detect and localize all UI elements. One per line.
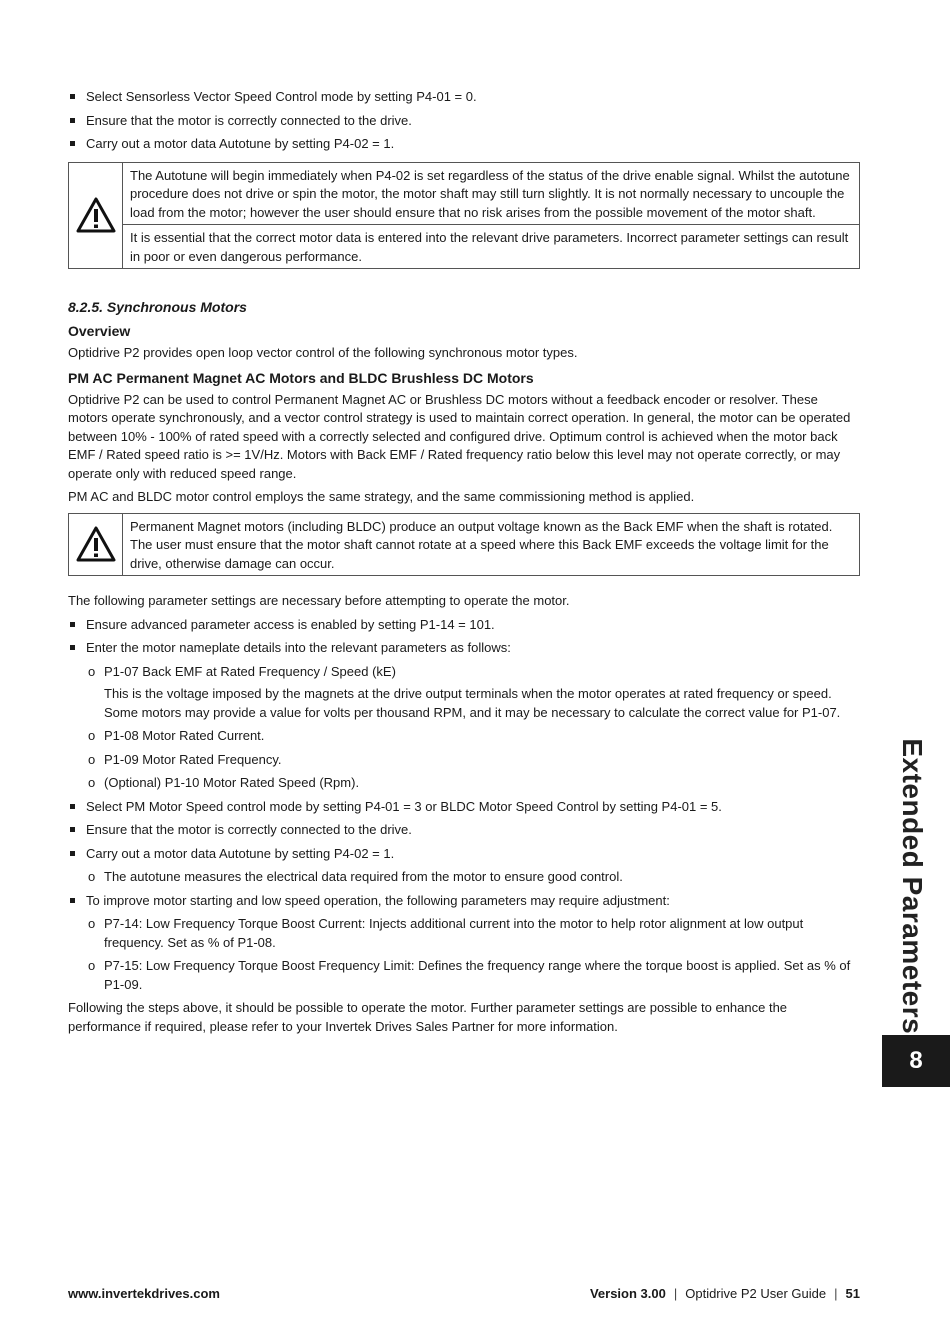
- page-number: 51: [845, 1286, 860, 1301]
- list-item: Carry out a motor data Autotune by setting P4-02 = 1.: [68, 135, 860, 154]
- footer-separator: |: [673, 1286, 678, 1301]
- sub-list-item: o The autotune measures the electrical data required from the motor to ensure good control.: [86, 868, 860, 887]
- page-content: [68, 88, 860, 1041]
- sub-list: [86, 663, 860, 793]
- footer-separator: |: [834, 1286, 838, 1301]
- list-item: Carry out a motor data Autotune by setting P4-02 = 1. o The autotune measures the electrical data required from the motor to ensure good control.: [68, 845, 860, 887]
- footer-guide-title: Optidrive P2 User Guide: [685, 1286, 827, 1301]
- back-emf-warning-box: [68, 513, 860, 577]
- sub-list: [86, 868, 860, 887]
- sub-list-item: o P1-09 Motor Rated Frequency.: [86, 751, 860, 770]
- pm-paragraph: Optidrive P2 can be used to control Permanent Magnet AC or Brushless DC motors without a feedback encoder or resolver. These motors operate synchronously, and a vector control strategy is used to maintain correct operation. In general, the motor can be operated between 10% - 100% of rated speed with a correctly selected and configured drive. Optimum control is achieved when the motor back EMF / Rated speed ratio is >= 1V/Hz. Motors with Back EMF / Rated frequency ratio below this level may not operate correctly, or may operate only with reduced speed range.: [68, 391, 851, 481]
- steps-list: [68, 616, 860, 995]
- warning-triangle-icon: [69, 163, 123, 269]
- list-item: Ensure that the motor is correctly connected to the drive.: [68, 112, 860, 131]
- chapter-side-title: Extended Parameters: [897, 738, 929, 1034]
- warning-text: It is essential that the correct motor data is entered into the relevant drive parameters. Incorrect parameter settings can result in poor or even dangerous performance.: [123, 224, 859, 268]
- intro-bullet-list: [68, 88, 860, 154]
- list-item: Ensure that the motor is correctly connected to the drive.: [68, 821, 860, 840]
- list-item: To improve motor starting and low speed operation, the following parameters may require adjustment: o P7-14: Low Frequency Torque Boost Current: Injects additional current into the motor to help rotor alignment at low output frequency. Set as % of P1-08. o P7-15: Low Frequency Torque Boost Frequency Limit: Defines the frequency range where the torque boost is applied. Set as % of P1-09.: [68, 892, 860, 995]
- chapter-number-tab: 8: [882, 1035, 950, 1087]
- footer-version: Version 3.00: [589, 1286, 666, 1301]
- pm-heading: PM AC Permanent Magnet AC Motors and BLDC Brushless DC Motors: [68, 369, 534, 386]
- list-item: Select Sensorless Vector Speed Control mode by setting P4-01 = 0.: [68, 88, 860, 107]
- list-item: Select PM Motor Speed control mode by setting P4-01 = 3 or BLDC Motor Speed Control by setting P4-01 = 5.: [68, 798, 860, 817]
- sub-list-item: o P1-08 Motor Rated Current.: [86, 727, 860, 746]
- autotune-warning-box: [68, 162, 860, 270]
- list-item: Ensure advanced parameter access is enabled by setting P1-14 = 101.: [68, 616, 860, 635]
- params-intro: The following parameter settings are necessary before attempting to operate the motor.: [68, 593, 570, 608]
- sub-list: [86, 915, 860, 994]
- list-item: Enter the motor nameplate details into the relevant parameters as follows: o P1-07 Back EMF at Rated Frequency / Speed (kE) This is the voltage imposed by the magnets at the drive output terminals when the motor operates at rated frequency or speed. Some motors may provide a value for volts per thousand RPM, and it may be necessary to calculate the correct value for P1-07. o P1-08 Motor Rated Current. o P1-09 Motor Rated Frequency. o (Optional) P1-10 Motor Rated Speed (Rpm).: [68, 639, 860, 793]
- sub-list-item: o P7-14: Low Frequency Torque Boost Current: Injects additional current into the motor to help rotor alignment at low output frequency. Set as % of P1-08.: [86, 915, 860, 952]
- sub-list-item: o (Optional) P1-10 Motor Rated Speed (Rpm).: [86, 774, 860, 793]
- warning-text: The Autotune will begin immediately when P4-02 is set regardless of the status of the drive enable signal. Whilst the autotune procedure does not drive or spin the motor, the motor shaft may still turn slightly. It is not normally necessary to uncouple the load from the motor; however the user should ensure that no risk arises from the possible movement of the motor shaft.: [130, 167, 850, 220]
- sub-list-item: o P1-07 Back EMF at Rated Frequency / Speed (kE) This is the voltage imposed by the magnets at the drive output terminals when the motor operates at rated frequency or speed. Some motors may provide a value for volts per thousand RPM, and it may be necessary to calculate the correct value for P1-07.: [86, 663, 860, 723]
- overview-heading: Overview: [68, 323, 131, 339]
- footer-info: [590, 1285, 860, 1304]
- warning-text: Permanent Magnet motors (including BLDC) produce an output voltage known as the Back EMF when the shaft is rotated. The user must ensure that the motor shaft cannot rotate at a speed where this Back EMF exceeds the voltage limit for the drive, otherwise damage can occur.: [130, 518, 833, 571]
- section-title: 8.2.5. Synchronous Motors: [68, 299, 247, 315]
- warning-triangle-icon: [69, 514, 123, 576]
- sub-list-item: o P7-15: Low Frequency Torque Boost Frequency Limit: Defines the frequency range where the torque boost is applied. Set as % of P1-09.: [86, 957, 860, 994]
- sub-list-note: This is the voltage imposed by the magnets at the drive output terminals when the motor operates at rated frequency or speed. Some motors may provide a value for volts per thousand RPM, and it may be necessary to calculate the correct value for P1-07.: [104, 686, 841, 720]
- website-link[interactable]: www.invertekdrives.com: [68, 1286, 220, 1301]
- closing-paragraph: Following the steps above, it should be possible to operate the motor. Further parameter settings are possible to enhance the performance if required, please refer to your Invertek Drives Sales Partner for more information.: [68, 1000, 788, 1034]
- pm-paragraph: PM AC and BLDC motor control employs the same strategy, and the same commissioning method is applied.: [68, 489, 695, 504]
- overview-text: Optidrive P2 provides open loop vector control of the following synchronous motor types.: [68, 345, 578, 360]
